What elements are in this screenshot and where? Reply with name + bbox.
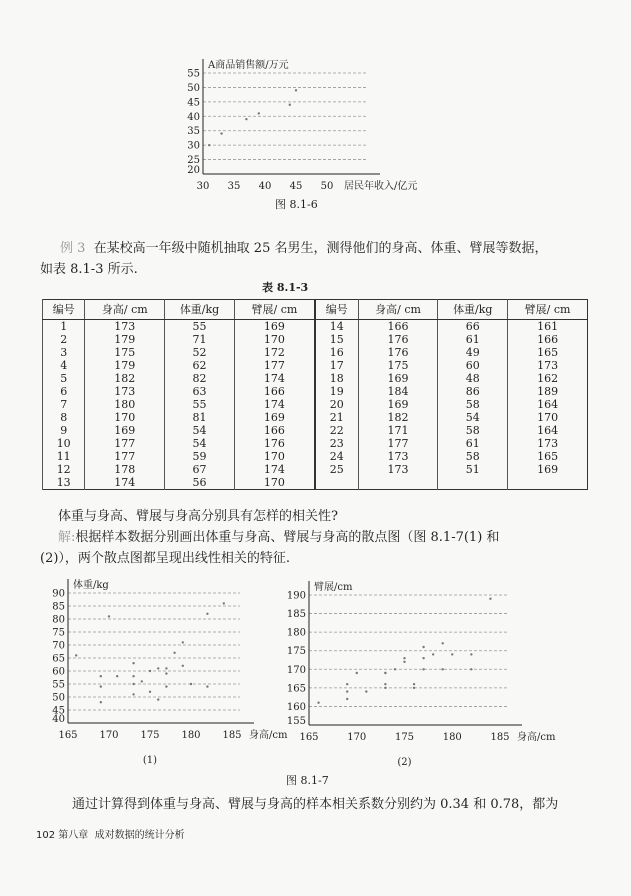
subfigure-label: (1) — [142, 755, 158, 766]
table-row — [43, 398, 588, 411]
table-cell: 58 — [438, 424, 508, 437]
figure-caption: 图 8.1-6 — [275, 198, 318, 211]
data-point — [149, 691, 151, 693]
table-cell: 11 — [43, 450, 85, 463]
table-cell: 173 — [358, 463, 438, 476]
table-cell: 62 — [165, 359, 235, 372]
data-point — [141, 680, 143, 682]
table-cell: 170 — [234, 450, 315, 463]
conclusion-text: 通过计算得到体重与身高、臂展与身高的样本相关系数分别约为 0.34 和 0.78，都为 — [72, 797, 559, 812]
table-cell: 164 — [508, 424, 588, 437]
table-cell: 169 — [234, 320, 315, 334]
table-caption: 表 8.1-3 — [262, 281, 309, 294]
table-cell: 67 — [165, 463, 235, 476]
column-header: 臂展/ cm — [508, 300, 588, 320]
table-cell: 54 — [165, 424, 235, 437]
table-cell: 174 — [85, 476, 165, 490]
data-point — [208, 144, 210, 146]
data-point — [165, 685, 167, 687]
data-point — [413, 683, 415, 685]
table-cell: 176 — [358, 333, 438, 346]
x-tick-label: 175 — [394, 732, 415, 743]
figure-8-1-6-scatter — [160, 50, 480, 195]
table-cell: 165 — [508, 346, 588, 359]
table-cell: 171 — [358, 424, 438, 437]
column-header: 编号 — [315, 300, 358, 320]
table-cell: 174 — [234, 463, 315, 476]
data-point — [422, 657, 424, 659]
column-header: 体重/kg — [438, 300, 508, 320]
table-cell: 18 — [315, 372, 358, 385]
table-cell: 54 — [165, 437, 235, 450]
empty-cell — [438, 476, 508, 490]
column-header: 编号 — [43, 300, 85, 320]
table-cell: 179 — [85, 333, 165, 346]
data-point — [432, 653, 434, 655]
y-tick-label: 35 — [187, 126, 200, 138]
scatter-armspan-height — [286, 570, 605, 770]
data-point — [403, 657, 405, 659]
data-point — [165, 667, 167, 669]
table-cell: 16 — [315, 346, 358, 359]
y-tick-label: 60 — [52, 666, 65, 678]
chapter-label: 第八章 — [58, 830, 89, 841]
y-tick-label: 90 — [52, 588, 65, 600]
table-cell: 173 — [508, 359, 588, 372]
table-cell: 12 — [43, 463, 85, 476]
y-tick-label: 40 — [187, 111, 200, 123]
data-point — [100, 701, 102, 703]
data-point — [206, 613, 208, 615]
table-cell: 177 — [85, 437, 165, 450]
y-tick-label: 55 — [187, 68, 200, 80]
x-tick-label: 180 — [181, 730, 201, 741]
y-tick-label: 75 — [52, 627, 65, 639]
data-point — [132, 693, 134, 695]
table-cell: 175 — [358, 359, 438, 372]
table-cell: 184 — [358, 385, 438, 398]
x-tick-label: 180 — [442, 732, 462, 743]
table-cell: 5 — [43, 372, 85, 385]
table-cell: 19 — [315, 385, 358, 398]
table-row — [43, 437, 588, 450]
table-cell: 23 — [315, 437, 358, 450]
x-tick-label: 45 — [289, 181, 303, 192]
table-cell: 55 — [165, 320, 235, 334]
data-point — [132, 662, 134, 664]
table-cell: 170 — [234, 476, 315, 490]
table-cell: 21 — [315, 411, 358, 424]
table-row — [43, 372, 588, 385]
y-tick-label: 50 — [187, 82, 200, 94]
data-point — [132, 683, 134, 685]
x-tick-label: 170 — [99, 730, 119, 741]
y-tick-label: 20 — [187, 165, 200, 176]
table-cell: 170 — [85, 411, 165, 424]
data-point — [442, 668, 444, 670]
table-cell: 162 — [508, 372, 588, 385]
x-tick-label: 165 — [299, 732, 319, 743]
y-tick-label: 25 — [187, 155, 200, 167]
x-tick-label: 50 — [320, 181, 334, 192]
table-cell: 178 — [85, 463, 165, 476]
table-cell: 166 — [508, 333, 588, 346]
data-point — [223, 602, 225, 604]
table-cell: 6 — [43, 385, 85, 398]
data-point — [116, 675, 118, 677]
data-point — [132, 675, 134, 677]
table-row — [43, 424, 588, 437]
table-cell: 13 — [43, 476, 85, 490]
data-point — [356, 672, 358, 674]
table-cell: 174 — [234, 398, 315, 411]
data-point — [451, 653, 453, 655]
table-header-row — [43, 300, 588, 320]
table-cell: 71 — [165, 333, 235, 346]
data-point — [394, 668, 396, 670]
table-cell: 86 — [438, 385, 508, 398]
table-cell: 173 — [85, 320, 165, 334]
x-axis-label: 居民年收入/亿元 — [344, 181, 418, 192]
x-axis-label: 身高/cm — [517, 732, 556, 743]
y-tick-label: 165 — [286, 683, 306, 695]
table-row — [43, 320, 588, 334]
table-cell: 82 — [165, 372, 235, 385]
column-header: 身高/ cm — [358, 300, 438, 320]
data-point — [100, 685, 102, 687]
table-cell: 169 — [358, 398, 438, 411]
x-tick-label: 40 — [258, 181, 272, 192]
table-cell: 4 — [43, 359, 85, 372]
table-cell: 49 — [438, 346, 508, 359]
y-tick-label: 85 — [52, 601, 65, 613]
table-cell: 169 — [234, 411, 315, 424]
table-row — [43, 411, 588, 424]
table-cell: 176 — [234, 437, 315, 450]
data-point — [289, 104, 291, 106]
table-cell: 17 — [315, 359, 358, 372]
table-cell: 66 — [438, 320, 508, 334]
data-point — [182, 641, 184, 643]
table-cell: 172 — [234, 346, 315, 359]
table-row — [43, 333, 588, 346]
table-cell: 61 — [438, 333, 508, 346]
example-line-1 — [60, 237, 547, 256]
y-tick-label: 45 — [187, 97, 200, 109]
example-label: 例 3 — [60, 241, 86, 256]
data-point — [258, 112, 260, 114]
table-cell: 8 — [43, 411, 85, 424]
table-cell: 58 — [438, 450, 508, 463]
y-axis-label: 体重/kg — [73, 580, 109, 591]
data-point — [149, 670, 151, 672]
table-cell: 170 — [234, 333, 315, 346]
data-point — [470, 653, 472, 655]
table-row — [43, 476, 588, 490]
table-row — [43, 463, 588, 476]
data-point — [190, 683, 192, 685]
empty-cell — [508, 476, 588, 490]
table-cell: 81 — [165, 411, 235, 424]
table-cell: 15 — [315, 333, 358, 346]
table-cell: 165 — [508, 450, 588, 463]
table-cell: 20 — [315, 398, 358, 411]
table-cell: 175 — [85, 346, 165, 359]
y-tick-label: 70 — [52, 640, 65, 652]
data-point — [182, 665, 184, 667]
table-row — [43, 450, 588, 463]
table-cell: 174 — [234, 372, 315, 385]
data-point — [422, 646, 424, 648]
x-tick-label: 165 — [58, 730, 78, 741]
table-cell: 182 — [358, 411, 438, 424]
table-cell: 2 — [43, 333, 85, 346]
data-point — [403, 661, 405, 663]
column-header: 身高/ cm — [85, 300, 165, 320]
data-point — [489, 598, 491, 600]
table-cell: 9 — [43, 424, 85, 437]
data-point — [165, 672, 167, 674]
table-cell: 55 — [165, 398, 235, 411]
data-point — [413, 687, 415, 689]
y-tick-label: 175 — [286, 646, 306, 658]
table-cell: 3 — [43, 346, 85, 359]
table-cell: 170 — [508, 411, 588, 424]
solution-label: 解: — [58, 530, 76, 545]
empty-cell — [358, 476, 438, 490]
empty-cell — [315, 476, 358, 490]
table-cell: 48 — [438, 372, 508, 385]
table-cell: 182 — [85, 372, 165, 385]
example-line-2: 如表 8.1-3 所示. — [40, 262, 138, 277]
table-cell: 177 — [358, 437, 438, 450]
y-tick-label: 40 — [52, 714, 65, 725]
x-axis-label: 身高/cm — [249, 730, 288, 741]
y-tick-label: 185 — [286, 609, 306, 621]
data-point — [346, 698, 348, 700]
data-point — [173, 652, 175, 654]
table-row — [43, 346, 588, 359]
table-cell: 10 — [43, 437, 85, 450]
data-point — [295, 89, 297, 91]
solution-text: 根据样本数据分别画出体重与身高、臂展与身高的散点图（图 8.1-7(1) 和 — [75, 530, 500, 545]
table-row — [43, 359, 588, 372]
data-point — [157, 698, 159, 700]
y-tick-label: 55 — [52, 679, 65, 691]
data-point — [346, 690, 348, 692]
data-point — [470, 668, 472, 670]
table-cell: 179 — [85, 359, 165, 372]
column-header: 体重/kg — [165, 300, 235, 320]
data-point — [100, 675, 102, 677]
data-point — [365, 690, 367, 692]
y-tick-label: 50 — [52, 692, 65, 704]
table-cell: 177 — [85, 450, 165, 463]
y-tick-label: 65 — [52, 653, 65, 665]
solution-line-2: (2)），两个散点图都呈现出线性相关的特征. — [40, 551, 291, 566]
table-cell: 60 — [438, 359, 508, 372]
table-cell: 189 — [508, 385, 588, 398]
table-cell: 169 — [358, 372, 438, 385]
table-cell: 56 — [165, 476, 235, 490]
table-cell: 52 — [165, 346, 235, 359]
solution-line-1 — [58, 526, 499, 545]
figure-caption: 图 8.1-7 — [286, 774, 329, 787]
table-cell: 161 — [508, 320, 588, 334]
x-tick-label: 185 — [222, 730, 242, 741]
table-cell: 169 — [508, 463, 588, 476]
data-point — [384, 672, 386, 674]
x-tick-label: 170 — [347, 732, 367, 743]
table-cell: 63 — [165, 385, 235, 398]
y-axis-label: 臂展/cm — [314, 582, 353, 593]
page-number: 102 — [36, 830, 56, 841]
y-tick-label: 45 — [52, 705, 65, 717]
table-row — [43, 385, 588, 398]
table-cell: 1 — [43, 320, 85, 334]
y-tick-label: 170 — [286, 664, 306, 676]
table-cell: 169 — [85, 424, 165, 437]
chapter-title: 成对数据的统计分析 — [94, 830, 185, 841]
table-cell: 61 — [438, 437, 508, 450]
table-cell: 54 — [438, 411, 508, 424]
table-cell: 166 — [358, 320, 438, 334]
y-tick-label: 155 — [286, 716, 306, 727]
x-tick-label: 35 — [227, 181, 241, 192]
data-table — [42, 299, 588, 490]
y-tick-label: 160 — [286, 701, 306, 713]
table-cell: 24 — [315, 450, 358, 463]
y-tick-label: 80 — [52, 614, 65, 626]
table-cell: 14 — [315, 320, 358, 334]
scatter-weight-height — [30, 570, 310, 770]
table-cell: 164 — [508, 398, 588, 411]
data-point — [75, 654, 77, 656]
table-cell: 173 — [358, 450, 438, 463]
table-cell: 177 — [234, 359, 315, 372]
y-tick-label: 190 — [286, 590, 306, 602]
y-tick-label: 30 — [187, 140, 200, 152]
page-footer — [36, 826, 185, 841]
y-axis-label: A商品销售额/万元 — [208, 60, 289, 71]
data-point — [220, 132, 222, 134]
table-cell: 180 — [85, 398, 165, 411]
table-cell: 166 — [234, 424, 315, 437]
data-point — [422, 668, 424, 670]
x-tick-label: 175 — [140, 730, 160, 741]
data-point — [384, 683, 386, 685]
table-cell: 173 — [85, 385, 165, 398]
data-point — [384, 687, 386, 689]
table-cell: 59 — [165, 450, 235, 463]
data-point — [206, 685, 208, 687]
column-header: 臂展/ cm — [234, 300, 315, 320]
table-cell: 173 — [508, 437, 588, 450]
data-point — [157, 667, 159, 669]
data-point — [346, 683, 348, 685]
data-point — [317, 702, 319, 704]
table-cell: 176 — [358, 346, 438, 359]
x-tick-label: 185 — [490, 732, 510, 743]
table-cell: 166 — [234, 385, 315, 398]
data-point — [245, 118, 247, 120]
table-cell: 51 — [438, 463, 508, 476]
y-tick-label: 180 — [286, 627, 306, 639]
data-point — [442, 642, 444, 644]
x-tick-label: 30 — [196, 181, 210, 192]
subfigure-label: (2) — [397, 757, 412, 768]
question-text: 体重与身高、臂展与身高分别具有怎样的相关性? — [58, 509, 338, 524]
table-cell: 58 — [438, 398, 508, 411]
table-cell: 7 — [43, 398, 85, 411]
data-point — [108, 615, 110, 617]
example-text: 在某校高一年级中随机抽取 25 名男生，测得他们的身高、体重、臂展等数据， — [93, 241, 548, 256]
table-cell: 25 — [315, 463, 358, 476]
table-cell: 22 — [315, 424, 358, 437]
